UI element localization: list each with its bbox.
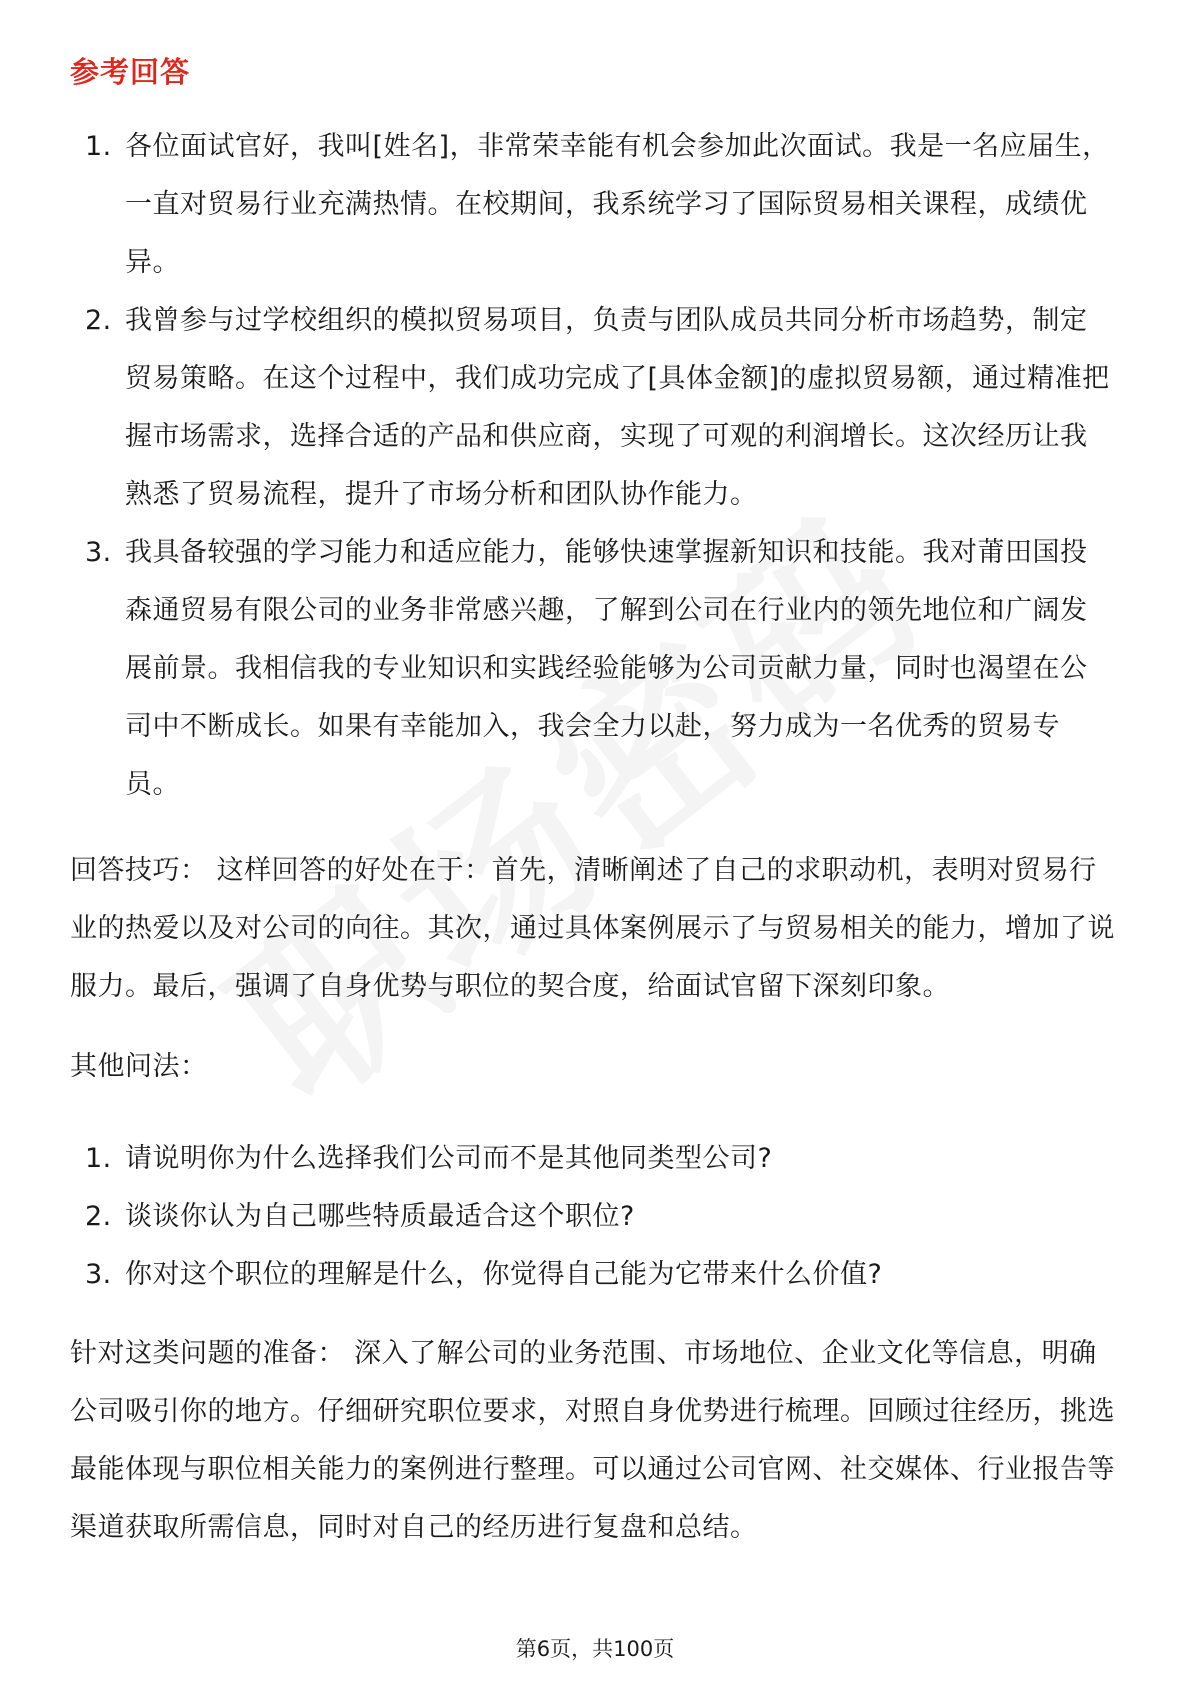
section-heading: 参考回答	[70, 55, 191, 89]
other-question-item	[70, 1246, 1110, 1304]
list-number: 2.	[85, 1201, 112, 1232]
list-number: 1.	[85, 131, 112, 162]
list-number: 2.	[85, 305, 112, 336]
question-text: 请说明你为什么选择我们公司而不是其他同类型公司?	[125, 1143, 773, 1174]
question-text: 你对这个职位的理解是什么，你觉得自己能为它带来什么价值?	[125, 1259, 883, 1290]
list-number: 3.	[85, 537, 112, 568]
answer-text: 我曾参与过学校组织的模拟贸易项目，负责与团队成员共同分析市场趋势，制定贸易策略。在这个过程中，我们成功完成了[具体金额]的虚拟贸易额，通过精准把握市场需求，选择合适的产品和供应商，实现了可观的利润增长。这次经历让我熟悉了贸易流程，提升了市场分析和团队协作能力。	[125, 305, 1110, 510]
other-questions-list	[70, 1130, 1110, 1304]
list-number: 3.	[85, 1259, 112, 1290]
page-footer: 第6页，共100页	[515, 1637, 675, 1661]
question-text: 谈谈你认为自己哪些特质最适合这个职位?	[125, 1201, 635, 1232]
answer-item	[70, 292, 1110, 524]
answer-tip-paragraph: 回答技巧： 这样回答的好处在于：首先，清晰阐述了自己的求职动机，表明对贸易行业的热爱以及对公司的向往。其次，通过具体案例展示了与贸易相关的能力，增加了说服力。最后，强调了自身优势与职位的契合度，给面试官留下深刻印象。	[70, 855, 1115, 1002]
answer-item	[70, 524, 1110, 814]
preparation-paragraph: 针对这类问题的准备： 深入了解公司的业务范围、市场地位、企业文化等信息，明确公司吸引你的地方。仔细研究职位要求，对照自身优势进行梳理。回顾过往经历，挑选最能体现与职位相关能力的案例进行整理。可以通过公司官网、社交媒体、行业报告等渠道获取所需信息，同时对自己的经历进行复盘和总结。	[70, 1338, 1115, 1543]
list-number: 1.	[85, 1143, 112, 1174]
answer-list	[70, 118, 1110, 814]
other-question-item	[70, 1188, 1110, 1246]
other-question-item	[70, 1130, 1110, 1188]
answer-text: 各位面试官好，我叫[姓名]，非常荣幸能有机会参加此次面试。我是一名应届生，一直对贸易行业充满热情。在校期间，我系统学习了国际贸易相关课程，成绩优异。	[125, 131, 1110, 278]
other-questions-title: 其他问法：	[70, 1051, 208, 1082]
answer-text: 我具备较强的学习能力和适应能力，能够快速掌握新知识和技能。我对莆田国投森通贸易有限公司的业务非常感兴趣，了解到公司在行业内的领先地位和广阔发展前景。我相信我的专业知识和实践经验能够为公司贡献力量，同时也渴望在公司中不断成长。如果有幸能加入，我会全力以赴，努力成为一名优秀的贸易专员。	[125, 537, 1088, 800]
answer-item	[70, 118, 1110, 292]
